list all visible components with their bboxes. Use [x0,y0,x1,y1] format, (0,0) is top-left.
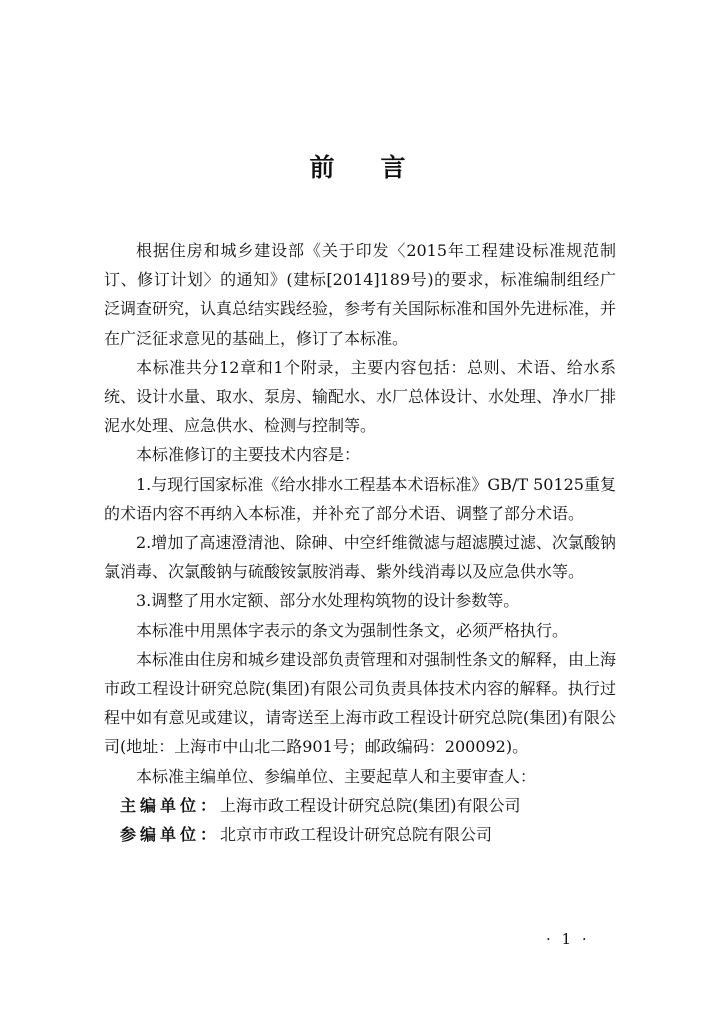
paragraph-revision-item-3: 3.调整了用水定额、部分水处理构筑物的设计参数等。 [136,591,520,611]
participating-unit-value: 北京市市政工程设计研究总院有限公司 [220,825,493,845]
title-char-2: 言 [380,153,408,182]
paragraph-units-intro: 本标准主编单位、参编单位、主要起草人和主要审查人： [136,766,537,786]
paragraph-mandatory: 本标准中用黑体字表示的条文为强制性条文，必须严格执行。 [136,620,569,640]
paragraph-revision-intro: 本标准修订的主要技术内容是： [136,445,361,465]
chief-unit-value: 上海市政工程设计研究总院(集团)有限公司 [220,795,521,815]
paragraph-contents: 本标准共分12章和1个附录，主要内容包括：总则、术语、给水系统、设计水量、取水、泵房、输配水、水厂总体设计、水处理、净水厂排泥水处理、应急供水、检测与控制等。 [104,357,617,436]
participating-unit-label: 参编单位： [120,825,221,845]
paragraph-origin: 根据住房和城乡建设部《关于印发〈2015年工程建设标准规范制订、修订计划〉的通知》(建标[2014]189号)的要求，标准编制组经广泛调查研究，认真总结实践经验，参考有关国际标准和国外先进标准，并在广泛征求意见的基础上，修订了本标准。 [104,241,617,348]
chief-unit-line [104,791,616,820]
chief-unit-label: 主编单位： [120,795,221,815]
paragraph-management: 本标准由住房和城乡建设部负责管理和对强制性条文的解释，由上海市政工程设计研究总院(集团)有限公司负责具体技术内容的解释。执行过程中如有意见或建议，请寄送至上海市政工程设计研究总院(集团)有限公司(地址：上海市中山北二路901号；邮政编码：200092)。 [104,649,617,757]
page-title [0,148,717,184]
foreword-body [104,236,616,849]
page-number: · 1 · [546,930,590,948]
paragraph-revision-item-2: 2.增加了高速澄清池、除砷、中空纤维微滤与超滤膜过滤、次氯酸钠氯消毒、次氯酸钠与硫酸铵氯胺消毒、紫外线消毒以及应急供水等。 [104,533,616,582]
title-char-1: 前 [309,153,337,182]
paragraph-revision-item-1: 1.与现行国家标准《给水排水工程基本术语标准》GB/T 50125重复的术语内容不再纳入本标准，并补充了部分术语、调整了部分术语。 [104,474,616,523]
participating-unit-line [104,820,616,849]
